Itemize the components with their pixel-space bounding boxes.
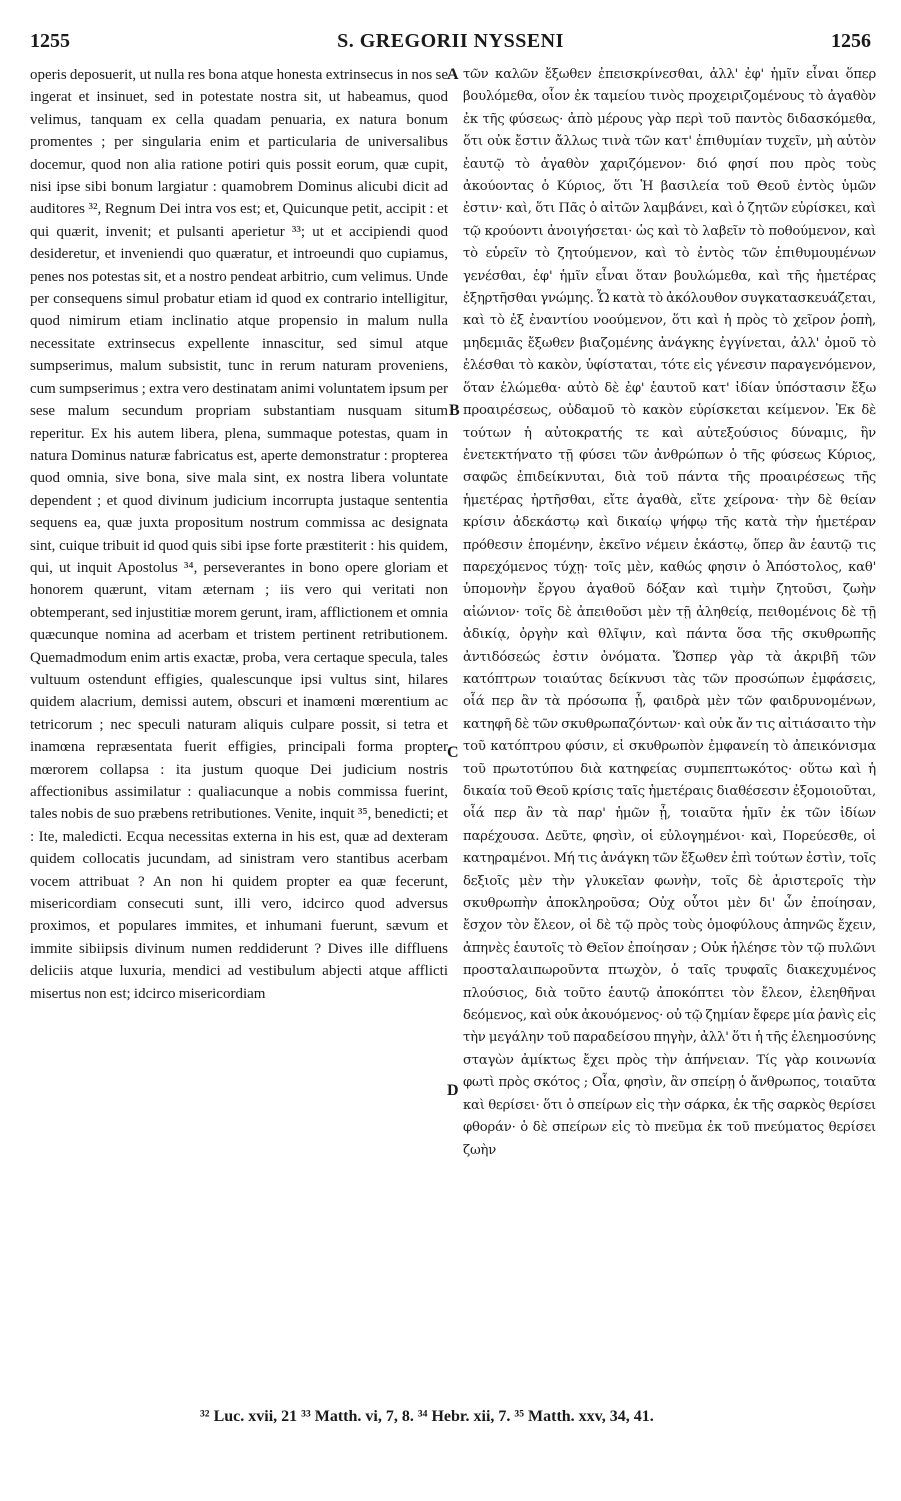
footnotes: ³² Luc. xvii, 21 ³³ Matth. vi, 7, 8. ³⁴ Hebr. xii, 7. ³⁵ Matth. xxv, 34, 41. — [200, 1408, 654, 1425]
latin-text: operis deposuerit, ut nulla res bona atque honesta extrinsecus in nos se ingerat et insinuet, sed in potestate nostra sit, ut habeamus, quod velimus, tanquam ex cella quadam penuaria, ex natura bonum promentes ; per singularia enim et particularia de universalibus docemur, quod non alia ratione potiri quis possit eorum, quæ cupit, nisi ipse sibi bonum largiatur : quamobrem Dominus alicubi dicit ad auditores ³², Regnum Dei intra vos est; et, Quicunque petit, accipit : et qui quærit, invenit; et pulsanti aperietur ³³; ut et accipiendi quod desideretur, et inveniendi quo quæratur, et introeundi quo cupiamus, penes nos potestas sit, et a nostro pendeat arbitrio, cum velimus. Unde per consequens simul probatur etiam id quod ex contrario intelligitur, quod nimirum etiam inclinatio atque propensio in malum nulla necessitate extrinsecus expellente innascitur, sed simul atque sumpserimus, malum subsistit, tunc in rerum naturam proveniens, cum sumpserimus ; extra vero destinatam animi voluntatem ipsum per sese malum secundum propriam substantiam nusquam situm reperitur. Ex his autem libera, plena, summaque potestas, quam in natura Dominus naturæ fabricatus est, aperte demonstratur : propterea quod omnia, sive bona, sive mala sint, ex nostra libera voluntate dependent ; et quod divinum judicium incorrupta justaque sententia sequens ea, quæ juxta propositum nostrum commissa ac designata sint, cuique tribuit id quod quis sibi ipse forte præstiterit : his quidem, qui, ut inquit Apostolus ³⁴, perseverantes in bono opere gloriam et honorem quærunt, vitam æternam ; iis vero qui veritati non obtemperant, sed injustitiæ morem gerunt, iram, afflictionem et omnia quæcunque nomina ad acerbam et tristem pertinent retributionem. Quemadmodum enim artis exactæ, proba, vera certaque specula, tales vultuum ostendunt effigies, qualescunque ipsi vultus sint, hilares quidem alacrium, demissi autem, obscuri et inamœni mœrentium ac tetricorum ; nec speculi naturam aliquis culpare possit, si tetra et inamœna repræsentata fuerit effigies, principali forma propter mœrorem collapsa : ita justum quoque Dei judicium nostris affectionibus assimilatur : qualiacunque a nobis commissa fuerint, tales nobis de suo præbens retributiones. Venite, inquit ³⁵, benedicti; et : Ite, maledicti. Ecqua necessitas externa in his est, quæ ad dexteram quidem collocatis jucundam, ad sinistram vero stantibus acerbam vocem attribuat ? An non hi quidem propter ea quæ fecerunt, misericordiam consecuti sunt, illi vero, idcirco quod adversus proximos, et populares immites, et inhumani fuerunt, sævum et immite sibiipsis divinum numen reddiderunt ? Dives ille diffluens deliciis atque luxuria, mendici ad vestibulum abjecti atque afflicti misertus non est; idcirco misericordiam — [30, 67, 448, 1002]
section-marker-d: D — [447, 1082, 459, 1099]
section-marker-c: C — [447, 744, 459, 761]
latin-column — [30, 64, 448, 1386]
greek-text: τῶν καλῶν ἔξωθεν ἐπεισκρίνεσθαι, ἀλλ' ἐφ' ἡμῖν εἶναι ὅπερ βουλόμεθα, οἷον ἐκ ταμείου τινὸς προχειριζομένους τὸ ἀγαθὸν ἐκ τῆς φύσεως· ἀπὸ μέρους γὰρ περὶ τοῦ παντὸς διδασκόμεθα, ὅτι οὐκ ἔστιν ἄλλως τινὰ τῶν κατ' ἐπιθυμίαν τυχεῖν, μὴ αὐτὸν ἑαυτῷ τὸ ἀγαθὸν χαριζόμενον· διό φησί που πρὸς τοὺς ἀκούοντας ὁ Κύριος, ὅτι Ἡ βασιλεία τοῦ Θεοῦ ἐντὸς ὑμῶν ἐστιν· καὶ, ὅτι Πᾶς ὁ αἰτῶν λαμβάνει, καὶ ὁ ζητῶν εὑρίσκει, καὶ τῷ κρούοντι ἀνοιγήσεται· ὡς καὶ τὸ λαβεῖν τὸ ποθούμενον, καὶ τὸ εὑρεῖν τὸ ζητούμενον, καὶ τὸ ἐντὸς τῶν ἐπιθυμουμένων γενέσθαι, ἐφ' ἡμῖν εἶναι ὅταν βουλώμεθα, καὶ τῆς ἡμετέρας ἐξηρτῆσθαι γνώμης. Ὧ κατὰ τὸ ἀκόλουθον συγκατασκευάζεται, καὶ τὸ ἐξ ἐναντίου νοούμενον, ὅτι καὶ ἡ πρὸς τὸ χεῖρον ῥοπὴ, μηδεμιᾶς ἔξωθεν βιαζομένης ἀνάγκης ἐγγίνεται, ἀλλ' ὁμοῦ τὸ ἑλέσθαι τὸ κακὸν, ὑφίσταται, τότε εἰς γένεσιν παραγενόμενον, ὅταν ἑλώμεθα· αὐτὸ δὲ ἐφ' ἑαυτοῦ κατ' ἰδίαν ὑπόστασιν ἔξω προαιρέσεως, οὐδαμοῦ τὸ κακὸν εὑρίσκεται κείμενον. Ἐκ δὲ τούτων ἡ αὐτοκρατής τε καὶ αὐτεξούσιος δύναμις, ἣν ἐνετεκτήνατο τῇ φύσει τῶν ἀνθρώπων ὁ τῆς φύσεως Κύριος, σαφῶς ἐπιδείκνυται, διὰ τοῦ πάντα τῆς προαιρέσεως τῆς ἡμετέρας ἠρτῆσθαι, εἴτε ἀγαθὰ, εἴτε χείρονα· τὴν δὲ θείαν κρίσιν ἀδεκάστῳ καὶ δικαίῳ ψήφῳ τῆς κατὰ τὴν ἡμετέραν πρόθεσιν ἑπομένην, ἐκεῖνο νέμειν ἑκάστῳ, ὅπερ ἂν ἑαυτῷ τις παρεχόμενος τύχῃ· τοῖς μὲν, καθώς φησιν ὁ Ἀπόστολος, καθ' ὑπομονὴν ἔργου ἀγαθοῦ δόξαν καὶ τιμὴν ζητοῦσι, ζωὴν αἰώνιον· τοῖς δὲ ἀπειθοῦσι μὲν τῇ ἀληθείᾳ, πειθομένοις δὲ τῇ ἀδικίᾳ, ὀργὴν καὶ θλῖψιν, καὶ πάντα ὅσα τῆς σκυθρωπῆς ἀντιδόσεώς ἐστιν ὀνόματα. Ὥσπερ γὰρ τὰ ἀκριβῆ τῶν κατόπτρων τοιαύτας δείκνυσι τὰς τῶν προσώπων ἐμφάσεις, οἷά περ ἂν τὰ πρόσωπα ᾖ, φαιδρὰ μὲν τῶν φαιδρυνομένων, κατηφῆ δὲ τῶν σκυθρωπαζόντων· καὶ οὐκ ἄν τις αἰτιάσαιτο τὴν τοῦ κατόπτρου φύσιν, εἰ σκυθρωπὸν ἐμφανείη τὸ ἀπεικόνισμα τοῦ πρωτοτύπου διὰ κατηφείας συμπεπτωκότος· οὕτω καὶ ἡ δικαία τοῦ Θεοῦ κρίσις ταῖς ἡμετέραις διαθέσεσιν ἐξομοιοῦται, οἷά περ ἂν τὰ παρ' ἡμῶν ᾖ, τοιαῦτα ἡμῖν ἐκ τῶν ἰδίων παρέχουσα. Δεῦτε, φησὶν, οἱ εὐλογημένοι· καὶ, Πορεύεσθε, οἱ κατηραμένοι. Μή τις ἀνάγκη τῶν ἔξωθεν ἐπὶ τούτων ἐστὶν, τοῖς δεξιοῖς μὲν τὴν γλυκεῖαν φωνὴν, τοῖς δὲ ἀριστεροῖς τὴν σκυθρωπὴν ἀποκληροῦσα; Οὐχ οὗτοι μὲν δι' ὧν ἐποίησαν, ἔσχον τὸν ἔλεον, οἱ δὲ τῷ πρὸς τοὺς ὁμοφύλους ἀπηνῶς ἔχειν, ἀπηνὲς ἑαυτοῖς τὸ Θεῖον ἐποίησαν ; Οὐκ ἠλέησε τὸν τῷ πυλῶνι προσταλαιπωροῦντα πτωχὸν, ὁ ταῖς τρυφαῖς διακεχυμένος πλούσιος, διὰ τοῦτο ἑαυτῷ ἀποκόπτει τὸν ἔλεον, ἐλεηθῆναι δεόμενος, καὶ οὐκ ἀκουόμενος· οὐ τῷ ζημίαν ἔφερε μία ῥανὶς εἰς τὴν μεγάλην τοῦ παραδείσου πηγὴν, ἀλλ' ὅτι ἡ τῆς ἐλεημοσύνης σταγὼν ἀμίκτως ἔχει πρὸς τὴν ἀπήνειαν. Τίς γὰρ κοινωνία φωτὶ πρὸς σκότος ; Οἷα, φησὶν, ἂν σπείρῃ ὁ ἄνθρωπος, τοιαῦτα καὶ θερίσει· ὅτι ὁ σπείρων εἰς τὴν σάρκα, ἐκ τῆς σαρκὸς θερίσει φθοράν· ὁ δὲ σπείρων εἰς τὸ πνεῦμα ἐκ τοῦ πνεύματος θερίσει ζωὴν — [463, 67, 876, 1158]
page-number-left: 1255 — [30, 30, 70, 52]
page-number-right: 1256 — [831, 30, 871, 52]
section-marker-b: B — [449, 402, 460, 419]
section-marker-a: A — [447, 66, 459, 83]
running-title: S. GREGORII NYSSENI — [337, 30, 564, 52]
page-header — [30, 30, 871, 58]
greek-column — [463, 64, 876, 1386]
